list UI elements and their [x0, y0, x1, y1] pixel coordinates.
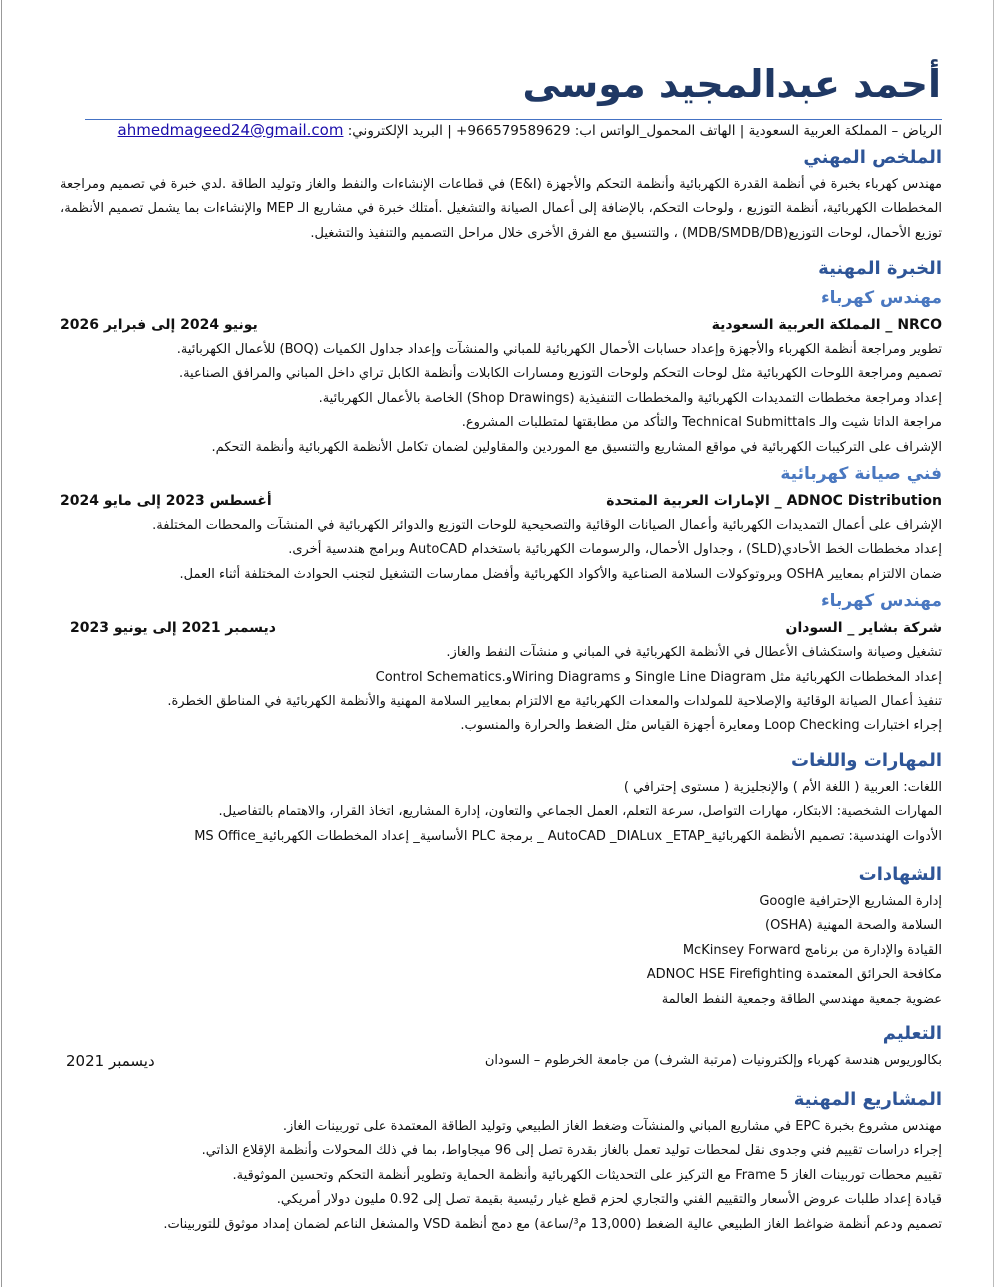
contact-text: الرياض – المملكة العربية السعودية | الهاتف المحمول_الواتس اب: 966579589629+ | البريد الإلكتروني:: [343, 123, 942, 139]
contact-line: [60, 118, 942, 142]
experience-heading: الخبرة المهنية: [818, 258, 942, 279]
projects-heading: المشاريع المهنية: [793, 1089, 942, 1110]
project-item: تصميم ودعم أنظمة ضواغط الغاز الطبيعي عالية الضغط (13,000 م³/ساعة) مع دمج أنظمة VSD والمشغل الناعم لضمان إمداد موثوق للتوربينات.: [163, 1216, 942, 1232]
job-bullet: إعداد المخططات الكهربائية مثل Single Line Diagram و Wiring Diagramsو.Control Schematics: [375, 669, 942, 685]
job-2: [60, 460, 942, 587]
job-title: فني صيانة كهربائية: [780, 463, 942, 484]
summary-section: [60, 143, 942, 246]
summary-heading: الملخص المهني: [803, 147, 942, 168]
education-section: [60, 1019, 942, 1073]
education-degree: بكالوريوس هندسة كهرباء وإلكترونيات (مرتبة الشرف) من جامعة الخرطوم – السودان: [484, 1053, 942, 1068]
job-bullet: إعداد مخططات الخط الأحادي(SLD) ، وجداول الأحمال، والرسومات الكهربائية باستخدام AutoCAD وبرامج هندسية أخرى.: [288, 542, 942, 558]
job-dates: يونيو 2024 إلى فبراير 2026: [60, 317, 258, 333]
project-item: إجراء دراسات تقييم فني وجدوى نقل لمحطات توليد تعمل بالغاز بقدرة تصل إلى 96 ميجاواط، بما في ذلك المحولات وأنظمة الإقلاع الذاتي.: [201, 1143, 942, 1159]
project-item: قيادة إعداد طلبات عروض الأسعار والتقييم الفني والتجاري لحزم قطع غيار رئيسية بقيمة تصل إلى 0.92 مليون دولار أمريكي.: [276, 1192, 942, 1208]
certificate-item: عضوية جمعية مهندسي الطاقة وجمعية النفط العالمة: [661, 991, 942, 1007]
email-link[interactable]: ahmedmageed24@gmail.com: [117, 121, 344, 139]
project-item: تقييم محطات توربينات الغاز Frame 5 مع التركيز على التحديثات الكهربائية وأنظمة الحماية وتطوير أنظمة التحكم وتحسين الموثوقية.: [232, 1167, 942, 1183]
certificate-item: السلامة والصحة المهنية (OSHA): [765, 918, 942, 934]
projects-section: [60, 1085, 942, 1237]
job-bullet: تنفيذ أعمال الصيانة الوقائية والإصلاحية للمولدات والمعدات الكهربائية مع الالتزام بمعايير السلامة المهنية والأنظمة الكهربائية في المناطق الخطرة.: [167, 693, 942, 709]
job-dates: ديسمبر 2021 إلى يونيو 2023: [70, 620, 276, 637]
job-bullet: تشغيل وصيانة واستكشاف الأعطال في الأنظمة الكهربائية في المباني و منشآت النفط والغاز.: [446, 645, 942, 661]
education-date: ديسمبر 2021: [66, 1052, 155, 1070]
education-heading: التعليم: [882, 1023, 942, 1044]
certificate-item: مكافحة الحرائق المعتمدة ADNOC HSE Firefighting: [646, 967, 942, 983]
job-bullet: تصميم ومراجعة اللوحات الكهربائية مثل لوحات التحكم ولوحات التوزيع ومسارات الكابلات وأنظمة الكابل تراي داخل المباني والمرافق الصناعية.: [178, 366, 942, 382]
candidate-name: أحمد عبدالمجيد موسى: [522, 62, 941, 106]
skills-section: [60, 746, 942, 849]
skills-languages: اللغات: العربية ( اللغة الأم ) والإنجليزية ( مستوى إحترافي ): [623, 780, 942, 795]
job-bullet: الإشراف على التركيبات الكهربائية في مواقع المشاريع والتنسيق مع الموردين والمقاولين لضمان تكامل الأنظمة الكهربائية وأنظمة التحكم.: [211, 439, 942, 455]
certificates-heading: الشهادات: [858, 864, 942, 885]
job-bullet: ضمان الالتزام بمعايير OSHA وبروتوكولات السلامة الصناعية والأكواد الكهربائية وأفضل ممارسات التشغيل لتجنب الحوادث المختلفة أثناء العمل.: [179, 566, 942, 582]
skills-personal: المهارات الشخصية: الابتكار، مهارات التواصل، سرعة التعلم، العمل الجماعي والتعاون، إدارة المشاريع، اتخاذ القرار، والاهتمام بالتفاصيل.: [218, 804, 942, 820]
job-company: ADNOC Distribution _ الإمارات العربية المتحدة: [606, 492, 942, 509]
job-company: شركة بشاير _ السودان: [785, 620, 942, 637]
job-1: [60, 284, 942, 460]
certificates-section: [60, 860, 942, 1012]
project-item: مهندس مشروع بخبرة EPC في مشاريع المباني والمنشآت وضغط الغاز الطبيعي وتوليد الطاقة المعتمدة على توربينات الغاز.: [282, 1119, 942, 1134]
job-bullet: الإشراف على أعمال التمديدات الكهربائية وأعمال الصيانات الوقائية والتصحيحية للوحات التوزيع والدوائر الكهربائية في المنشآت والمحطات المختلفة.: [152, 517, 942, 533]
job-dates: أغسطس 2023 إلى مايو 2024: [60, 492, 272, 509]
job-company: NRCO _ المملكة العربية السعودية: [711, 317, 942, 333]
job-bullet: مراجعة الداتا شيت والـ Technical Submittals والتأكد من مطابقتها لمتطلبات المشروع.: [461, 415, 942, 431]
job-3: [60, 587, 942, 739]
job-title: مهندس كهرباء: [820, 288, 942, 308]
job-title: مهندس كهرباء: [820, 591, 942, 612]
job-bullet: تطوير ومراجعة أنظمة الكهرباء والأجهزة وإعداد حسابات الأحمال الكهربائية للمباني والمنشآت وإعداد جداول الكميات (BOQ) للأعمال الكهربائية.: [176, 342, 942, 357]
summary-text: مهندس كهرباء بخبرة في أنظمة القدرة الكهربائية وأنظمة التحكم والأجهزة (E&I) في قطاعات الإنشاءات والنفط والغاز وتوليد الطاقة .لدي خبرة في تصميم ومراجعة المخططات الكهربائية، أنظمة التوزيع ، ولوحات التحكم، بالإضافة إلى أعمال الصيانة والتشغيل .أمتلك خبرة في مشاريع الـ MEP والإنشاءات بما يشمل تصميم الأنظمة، توزيع الأحمال، لوحات التوزيع(MDB/SMDB/DB) ، والتنسيق مع الفرق الأخرى خلال مراحل التصميم والتنفيذ والتشغيل.: [60, 177, 942, 241]
job-bullet: إجراء اختبارات Loop Checking ومعايرة أجهزة القياس مثل الضغط والحرارة والمنسوب.: [460, 718, 942, 734]
skills-heading: المهارات واللغات: [791, 750, 942, 771]
experience-section: [60, 254, 942, 739]
certificate-item: القيادة والإدارة من برنامج McKinsey Forward: [682, 942, 942, 958]
certificate-item: إدارة المشاريع الإحترافية Google: [759, 894, 942, 909]
job-bullet: إعداد ومراجعة مخططات التمديدات الكهربائية والمخططات التنفيذية (Shop Drawings) الخاصة بالأعمال الكهربائية.: [318, 390, 942, 406]
skills-tools: الأدوات الهندسية: تصميم الأنظمة الكهربائية_AutoCAD _DIALux _ETAP _ برمجة PLC الأساسية_ إعداد المخططات الكهربائية_MS Office: [194, 828, 942, 844]
